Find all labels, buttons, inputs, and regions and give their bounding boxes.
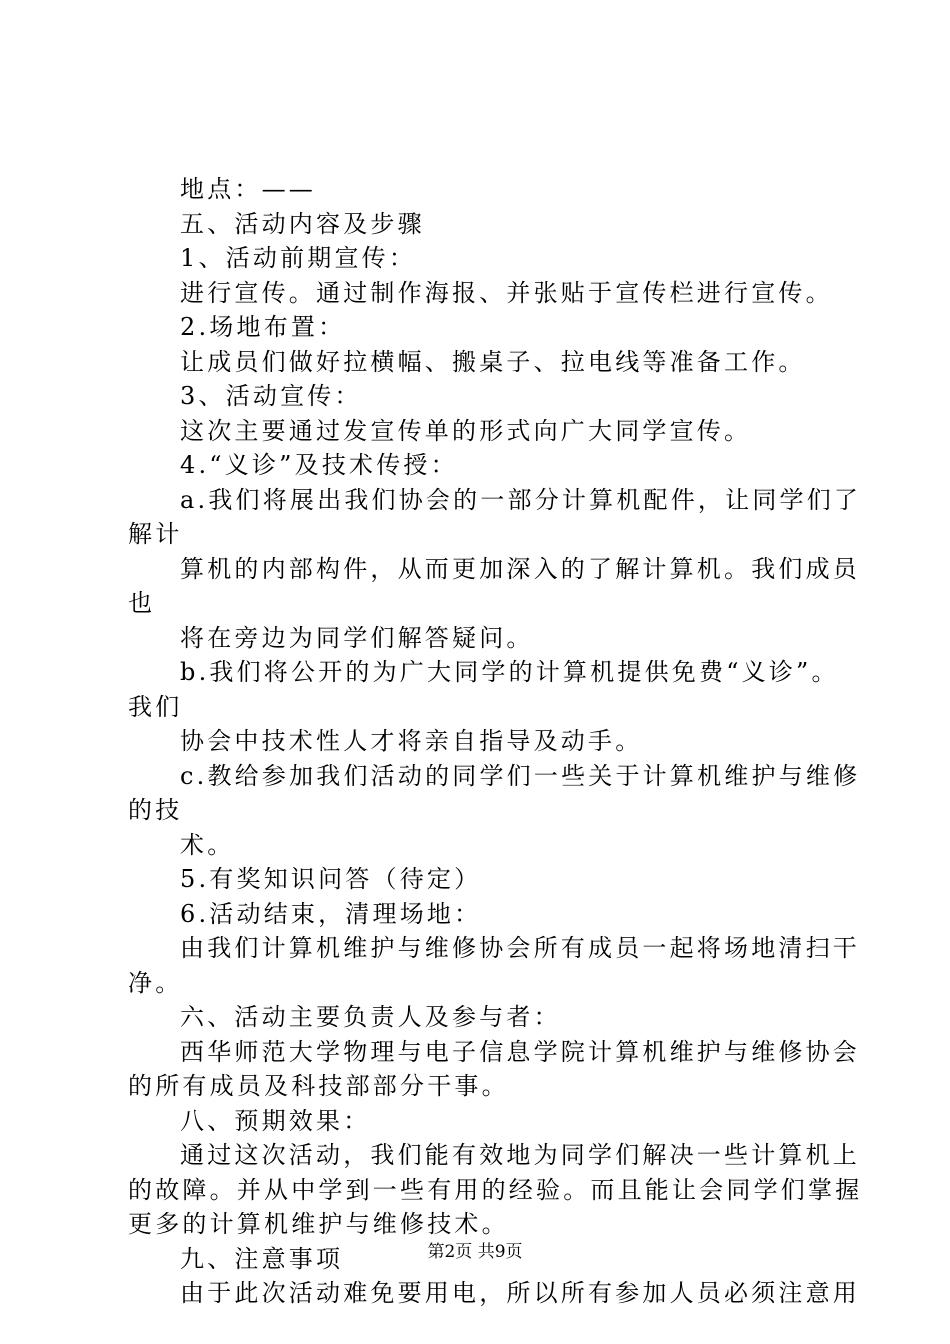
text-line: 由于此次活动难免要用电，所以所有参加人员必须注意用 [180,1279,860,1307]
text-line: 净。 [128,968,183,997]
text-line: 算机的内部构件，从而更加深入的了解计算机。我们成员 [180,554,860,583]
page-footer: 第2页 共9页 [427,1242,523,1262]
text-line: 1、活动前期宣传： [180,244,417,272]
text-line: 我们 [128,692,183,721]
text-line: a.我们将展出我们协会的一部分计算机配件，让同学们了 [180,485,862,514]
text-line: 五、活动内容及步骤 [180,209,425,238]
text-line: c.教给参加我们活动的同学们一些关于计算机维护与维修 [180,761,861,790]
text-line: 的技 [128,796,183,824]
text-line: 更多的计算机维护与维修技术。 [128,1210,509,1238]
text-line: 6.活动结束，清理场地： [180,899,482,928]
text-line: 2.场地布置： [180,313,346,341]
text-line: 进行宣传。通过制作海报、并张贴于宣传栏进行宣传。 [180,278,833,307]
text-line: b.我们将公开的为广大同学的计算机提供免费“义诊”。 [180,658,839,686]
text-line: 地点：—— [180,175,316,203]
text-line: 通过这次活动，我们能有效地为同学们解决一些计算机上 [180,1141,860,1169]
text-line: 六、活动主要负责人及参与者： [180,1003,561,1031]
text-line: 由我们计算机维护与维修协会所有成员一起将场地清扫干 [180,934,860,962]
text-line: 这次主要通过发宣传单的形式向广大同学宣传。 [180,416,752,445]
text-line: 八、预期效果： [180,1106,371,1135]
text-line: 让成员们做好拉横幅、搬桌子、拉电线等准备工作。 [180,347,806,376]
text-line: 协会中技术性人才将亲自指导及动手。 [180,727,643,755]
text-line: 术。 [180,830,235,859]
text-line: 九、注意事项 [180,1244,344,1273]
text-line: 3、活动宣传： [180,382,362,410]
text-line: 5.有奖知识问答（待定） [180,865,482,893]
document-body [128,172,863,1311]
text-line: 也 [128,589,156,617]
text-line: 将在旁边为同学们解答疑问。 [180,623,534,652]
text-line: 的所有成员及科技部部分干事。 [128,1072,509,1100]
text-line: 解计 [128,520,183,548]
text-line: 4.“义诊”及技术传授： [180,451,458,479]
text-line: 西华师范大学物理与电子信息学院计算机维护与维修协会 [180,1037,860,1066]
text-line: 的故障。并从中学到一些有用的经验。而且能让会同学们掌握 [128,1175,863,1204]
